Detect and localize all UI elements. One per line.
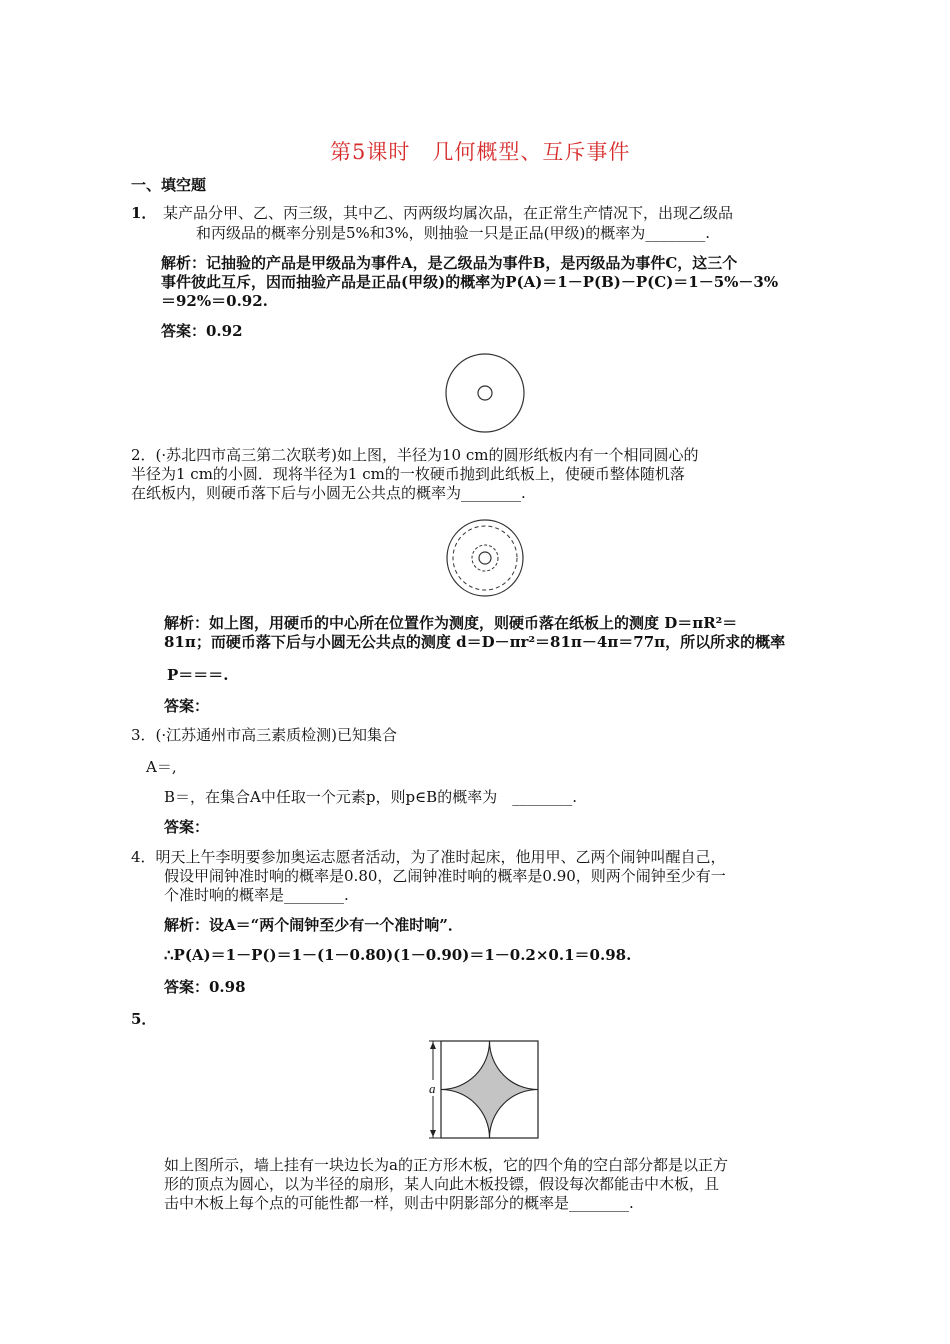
- disc-figure: [445, 353, 525, 433]
- q2-solution-line2: 81π；而硬币落下后与小圆无公共点的测度 d＝D－πr²＝81π－4π＝77π，所以所求的概率: [164, 633, 786, 651]
- q1-text-line1: 某产品分甲、乙、丙三级，其中乙、丙两级均属次品，在正常生产情况下，出现乙级品: [163, 204, 734, 222]
- square-board-figure: [425, 1040, 540, 1140]
- inner-circle: [479, 552, 491, 564]
- q1-text-line2: 和丙级品的概率分别是5%和3%，则抽验一只是正品(甲级)的概率为________.: [196, 224, 711, 242]
- q5-text-line3: 击中木板上每个点的可能性都一样，则击中阴影部分的概率是________.: [164, 1194, 634, 1212]
- q1-solution-line3: ＝92%＝0.92.: [161, 292, 268, 310]
- disc-dashed-figure: [445, 518, 525, 598]
- dashed-inner-circle: [472, 545, 498, 571]
- q4-solution-line2: ∴P(A)＝1－P()＝1－(1－0.80)(1－0.90)＝1－0.2×0.1＝0.98.: [164, 946, 632, 964]
- q2-solution-line1: 解析：如上图，用硬币的中心所在位置作为测度，则硬币落在纸板上的测度 D＝πR²＝: [164, 614, 738, 632]
- q3-text-line2: A＝,: [146, 758, 177, 776]
- q4-solution-line1: 解析：设A＝“两个闹钟至少有一个准时响”．: [164, 916, 463, 934]
- q2-text-line1: 2．(·苏北四市高三第二次联考)如上图，半径为10 cm的圆形纸板内有一个相同圆心的: [131, 446, 699, 464]
- q3-text-line1: 3．(·江苏通州市高三素质检测)已知集合: [131, 726, 398, 744]
- q4-text-line1: 4．明天上午李明要参加奥运志愿者活动，为了准时起床，他用甲、乙两个闹钟叫醒自己，: [131, 848, 726, 866]
- q1-number: 1．: [131, 204, 157, 222]
- q1-solution-line2: 事件彼此互斥，因而抽验产品是正品(甲级)的概率为P(A)＝1－P(B)－P(C)＝1－5%－3%: [161, 273, 779, 291]
- q4-text-line3: 个准时响的概率是________.: [164, 886, 349, 904]
- q2-text-line3: 在纸板内，则硬币落下后与小圆无公共点的概率为________.: [131, 484, 526, 502]
- q3-answer: 答案：: [164, 818, 210, 836]
- outer-circle: [446, 354, 524, 432]
- inner-circle: [478, 386, 492, 400]
- q2-answer: 答案：: [164, 697, 210, 715]
- q5-text-line2: 形的顶点为圆心，以为半径的扇形，某人向此木板投镖，假设每次都能击中木板，且: [164, 1175, 720, 1193]
- q1-solution-line1: 解析：记抽验的产品是甲级品为事件A，是乙级品为事件B，是丙级品为事件C，这三个: [161, 254, 738, 272]
- side-label: a: [429, 1081, 436, 1096]
- q4-answer: 答案：0.98: [164, 978, 246, 996]
- q2-solution-line3: P＝＝＝.: [167, 666, 229, 684]
- dashed-outer-circle: [453, 526, 517, 590]
- outer-circle: [447, 520, 523, 596]
- arrow-down: [430, 1130, 436, 1137]
- q4-text-line2: 假设甲闹钟准时响的概率是0.80，乙闹钟准时响的概率是0.90，则两个闹钟至少有一: [164, 867, 726, 885]
- q5-text-line1: 如上图所示，墙上挂有一块边长为a的正方形木板，它的四个角的空白部分都是以正方: [164, 1156, 728, 1174]
- q1-answer: 答案：0.92: [161, 322, 243, 340]
- q2-text-line2: 半径为1 cm的小圆．现将半径为1 cm的一枚硬币抛到此纸板上，使硬币整体随机落: [131, 465, 685, 483]
- page-title: 第5课时 几何概型、互斥事件: [330, 140, 631, 164]
- section-heading: 一、填空题: [131, 176, 207, 194]
- arrow-up: [430, 1042, 436, 1049]
- q3-text-line3: B＝，在集合A中任取一个元素p，则p∈B的概率为 ________.: [164, 788, 577, 806]
- q5-number: 5．: [131, 1010, 157, 1028]
